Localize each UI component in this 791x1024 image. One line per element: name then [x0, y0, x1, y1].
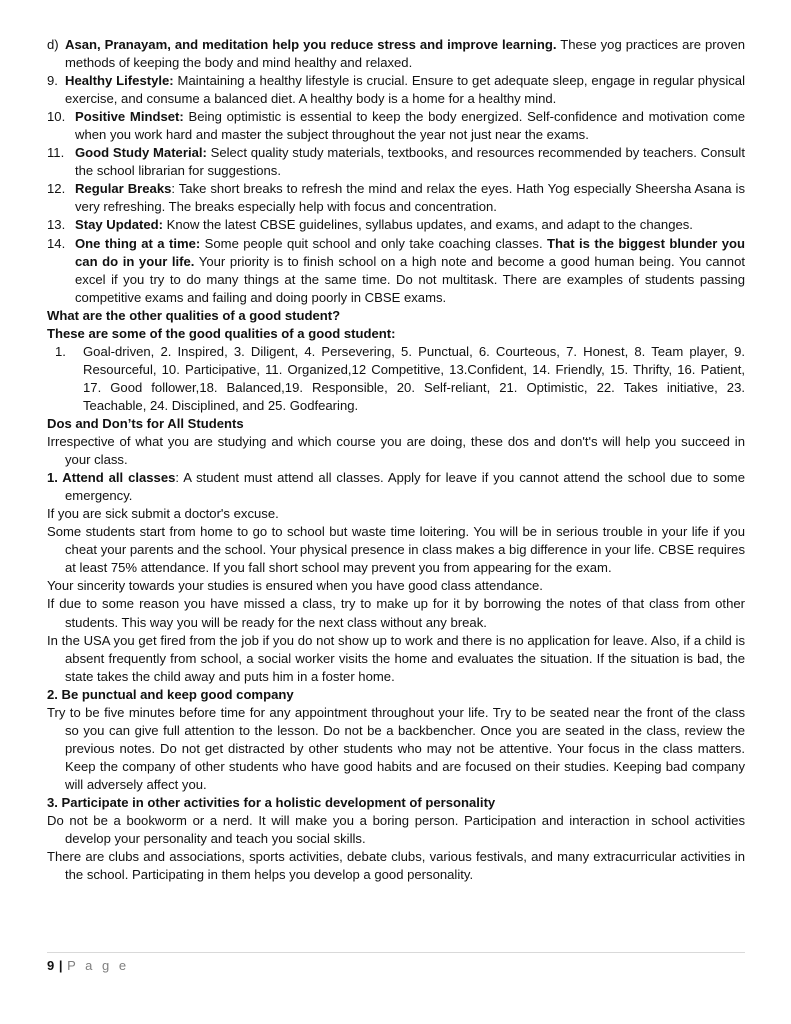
- list-marker: 14.: [47, 235, 66, 251]
- section-1-title: 1. Attend all classes: [47, 470, 176, 486]
- list-marker: 13.: [47, 217, 66, 233]
- item-bold: Regular Breaks: [75, 181, 172, 197]
- section-2-heading: 2. Be punctual and keep good company: [47, 686, 294, 702]
- paragraph: Your sincerity towards your studies is ensured when you have good class attendance.: [47, 578, 543, 594]
- list-item: [47, 72, 745, 108]
- list-item: [47, 180, 745, 216]
- item-text: Some people quit school and only take coaching classes.: [200, 235, 547, 251]
- dos-heading: Dos and Don’ts for All Students: [47, 415, 244, 431]
- qualities-list: [55, 343, 745, 415]
- page-footer: [47, 957, 129, 975]
- item-text: Select quality study materials, textbooks, and resources recommended by teachers. Consult the school librarian for suggestions.: [75, 145, 745, 179]
- list-item-text: [75, 216, 745, 234]
- list-item-text: [75, 235, 745, 307]
- section-3-heading: 3. Participate in other activities for a holistic development of personality: [47, 794, 496, 810]
- paragraph: Try to be five minutes before time for any appointment throughout your life. Try to be seated near the front of the class so you can give full attention to the lesson. Do not be a backbencher. Once you are seated in the class, review the previous notes. Do not get distracted by other students who may not be attentive. Your focus in the class matters. Keep the company of other students who have good habits and are focused on their studies. Keeping bad company will adversely affect you.: [47, 704, 745, 792]
- item-text: These yog practices are proven methods of keeping the body and mind healthy and relaxed.: [65, 37, 746, 71]
- item-bold: Good Study Material:: [75, 145, 207, 161]
- section-1-heading: [47, 469, 745, 505]
- item-text: Maintaining a healthy lifestyle is crucial. Ensure to get adequate sleep, engage in regular physical exercise, and consume a balanced diet. A healthy body is a home for a healthy mind.: [65, 73, 745, 107]
- list-item-text: [65, 36, 745, 72]
- footer-divider: [47, 952, 745, 953]
- section-1-lead: : A student must attend all classes. Apply for leave if you cannot attend the school due to some emergency.: [65, 470, 745, 504]
- item-text: Know the latest CBSE guidelines, syllabus updates, and exams, and adapt to the changes.: [163, 217, 693, 233]
- paragraph: If due to some reason you have missed a class, try to make up for it by borrowing the notes of that class from other students. This way you will be ready for the next class without any break.: [47, 596, 745, 630]
- document-body: [47, 36, 745, 884]
- paragraph: In the USA you get fired from the job if you do not show up to work and there is no application for leave. Also, if a child is absent frequently from school, a social worker visits the home and evaluates the situation. If the situation is bad, the state takes the child away and puts him in a foster home.: [47, 632, 745, 684]
- paragraph: Do not be a bookworm or a nerd. It will make you a boring person. Participation and interaction in school activities develop your personality and teach you social skills.: [47, 813, 745, 847]
- dos-intro: Irrespective of what you are studying and which course you are doing, these dos and don't's will help you succeed in your class.: [47, 434, 745, 468]
- qualities-text: Goal-driven, 2. Inspired, 3. Diligent, 4. Persevering, 5. Punctual, 6. Courteous, 7. Honest, 8. Team player, 9. Resourceful, 10. Participative, 11. Organized,12 Competitive, 13.Confident, 14. Friendly, 15. Thrifty, 16. Patient, 17. Good follower,18. Balanced,19. Responsible, 20. Self-reliant, 21. Optimistic, 22. Takes initiative, 23. Teachable, 24. Disciplined, and 25. Godfearing.: [83, 343, 745, 413]
- item-text: : Take short breaks to refresh the mind and relax the eyes. Hath Yog especially Sheersha Asana is very refreshing. The breaks especially help with focus and concentration.: [75, 181, 745, 215]
- list-marker: 10.: [47, 109, 66, 125]
- page-number: 9: [47, 958, 55, 973]
- list-item-text: [75, 144, 745, 180]
- list-marker: 1.: [55, 343, 66, 359]
- item-bold-emphasis: That is the biggest blunder you can do in your life.: [75, 235, 746, 269]
- footer-separator: |: [58, 958, 63, 973]
- list-item: [47, 108, 745, 144]
- item-bold: Stay Updated:: [75, 217, 164, 233]
- page-label: P a g e: [67, 958, 130, 973]
- item-bold: Positive Mindset:: [75, 109, 184, 125]
- list-marker: 11.: [47, 145, 65, 161]
- list-item: [47, 235, 745, 307]
- item-bold: Asan, Pranayam, and meditation help you reduce stress and improve learning.: [65, 37, 557, 52]
- paragraph: There are clubs and associations, sports activities, debate clubs, various festivals, and many extracurricular activities in the school. Participating in them helps you develop a good personality.: [47, 849, 745, 883]
- list-item-text: [75, 180, 745, 216]
- list-item: [47, 216, 745, 234]
- item-text-continued: Your priority is to finish school on a high note and become a good human being. You cannot excel if you try to do many things at the same time. Do not multitask. There are examples of students passing competitive exams and failing and doing poorly in CBSE exams.: [75, 253, 745, 305]
- list-marker: 9.: [47, 73, 58, 89]
- paragraph: If you are sick submit a doctor's excuse.: [47, 506, 279, 522]
- item-bold: One thing at a time:: [75, 235, 201, 251]
- list-item-text: [65, 72, 745, 108]
- qualities-subheading: These are some of the good qualities of a good student:: [47, 325, 396, 341]
- item-bold: Healthy Lifestyle:: [65, 73, 174, 89]
- qualities-heading: What are the other qualities of a good student?: [47, 307, 341, 323]
- list-marker: d): [47, 37, 59, 52]
- list-item: [47, 144, 745, 180]
- item-text: Being optimistic is essential to keep the body energized. Self-confidence and motivation come when you work hard and master the subject throughout the year not just near the exams.: [75, 109, 745, 143]
- list-item: [47, 36, 745, 72]
- paragraph: Some students start from home to go to school but waste time loitering. You will be in serious trouble in your life if you cheat your parents and the school. Your physical presence in class makes a big difference in your life. CBSE requires at least 75% attendance. If you fall short school may prevent you from appearing for the exam.: [47, 524, 745, 576]
- list-item-text: [75, 108, 745, 144]
- list-marker: 12.: [47, 181, 66, 197]
